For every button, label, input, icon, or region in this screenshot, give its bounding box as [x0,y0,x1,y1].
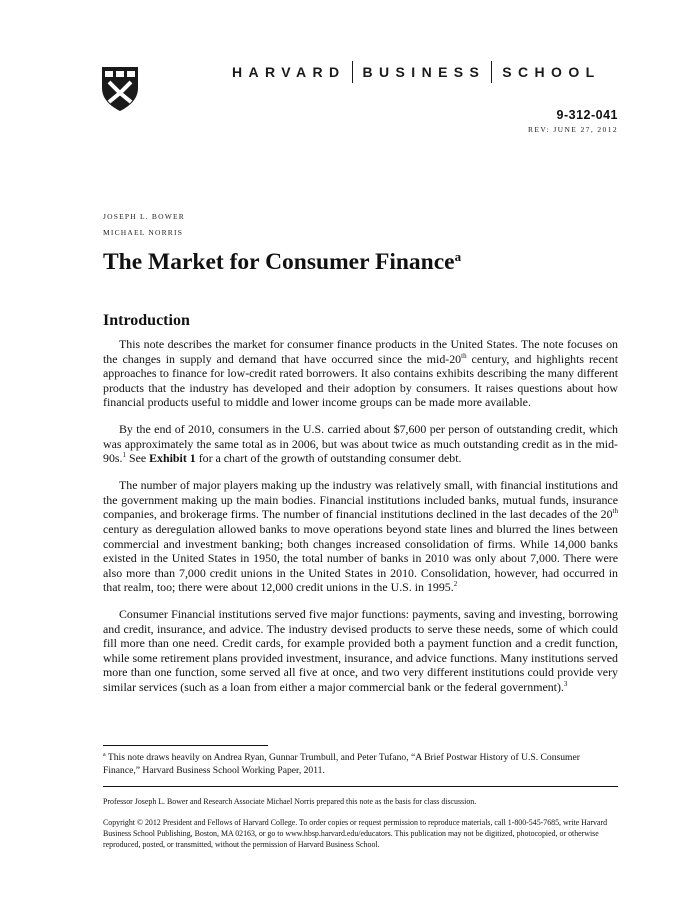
footer-divider [103,786,618,787]
masthead-harvard: HARVARD [232,64,346,80]
body-text [103,337,618,707]
document-number: 9-312-041 [556,108,618,122]
masthead-school: SCHOOL [502,64,601,80]
paragraph: Consumer Financial institutions served five major functions: payments, saving and investing, borrowing and credit, insurance, and advice. The industry devised products to serve these needs, some of which could fill more than one need. Credit cards, for example provided both a payment function and a credit function, while some retirement plans provided investment, insurance, and advice functions. Many institutions served more than one function, some served all five at once, and two very different institutions could provide very similar services (such as a loan from either a major commercial bank or the federal government).$^3$ [103,607,618,695]
paragraph: This note describes the market for consumer finance products in the United States. The note focuses on the changes in supply and demand that have occurred since the mid-20th century, and highlights recent approaches to finance for low-credit rated borrowers. It also contains exhibits describing the many different products that the industry has developed and their adoption by consumers. It raises questions about how financial products useful to middle and lower income groups can be made more available. [103,337,618,410]
masthead-divider [491,61,492,83]
footnote-divider [103,745,268,746]
footnote-text: This note draws heavily on Andrea Ryan, Gunnar Trumbull, and Peter Tufano, “A Brief Postwar History of U.S. Consumer Finance,” Harvard Business School Working Paper, 2011. [103,752,580,776]
document-title [103,249,461,276]
title-text: The Market for Consumer Finance [103,249,455,275]
masthead-business: BUSINESS [362,64,486,80]
preparation-note: Professor Joseph L. Bower and Research Associate Michael Norris prepared this note as the basis for class discussion. [103,797,477,806]
section-heading: Introduction [103,312,190,329]
title-footnote-marker: a [454,249,462,264]
author-name: JOSEPH L. BOWER [103,212,185,221]
paragraph: By the end of 2010, consumers in the U.S. carried about $7,600 per person of outstanding credit, which was approximately the same total as in 2006, but was about twice as much outstanding credit as in the mid-90s.$^1$ See Exhibit 1 for a chart of the growth of outstanding consumer debt. [103,422,618,466]
copyright-notice: Copyright © 2012 President and Fellows of Harvard College. To order copies or request permission to reproduce materials, call 1-800-545-7685, write Harvard Business School Publishing, Boston, MA 02163, or go to www.hbsp.harvard.edu/educators. This publication may not be digitized, photocopied, or otherwise reproduced, posted, or transmitted, without the permission of Harvard Business School. [103,818,608,850]
revision-date: REV: JUNE 27, 2012 [527,125,618,134]
paragraph: The number of major players making up the industry was relatively small, with financial institutions and the government making up the main bodies. Financial institutions included banks, mutual funds, insurance companies, and brokerage firms. The number of financial institutions declined in the last decades of the 20th century as deregulation allowed banks to move operations beyond state lines and blurred the lines between commercial and investment banking; both changes increased consolidation of firms. While 14,000 banks existed in the United States in 1950, the total number of banks in 2010 was only about 7,000. There were also more than 7,000 credit unions in the United States in 2010. Consolidation, however, had occurred in that realm, too; there were about 12,000 credit unions in the U.S. in 1995.$^2$ [103,478,618,595]
footnote [103,752,618,777]
footnote-marker: a [103,752,106,758]
exhibit-reference: Exhibit 1 [149,451,196,466]
masthead-divider [352,61,353,83]
harvard-shield-icon [101,66,139,112]
author-name: MICHAEL NORRIS [103,228,184,237]
masthead [232,62,618,82]
